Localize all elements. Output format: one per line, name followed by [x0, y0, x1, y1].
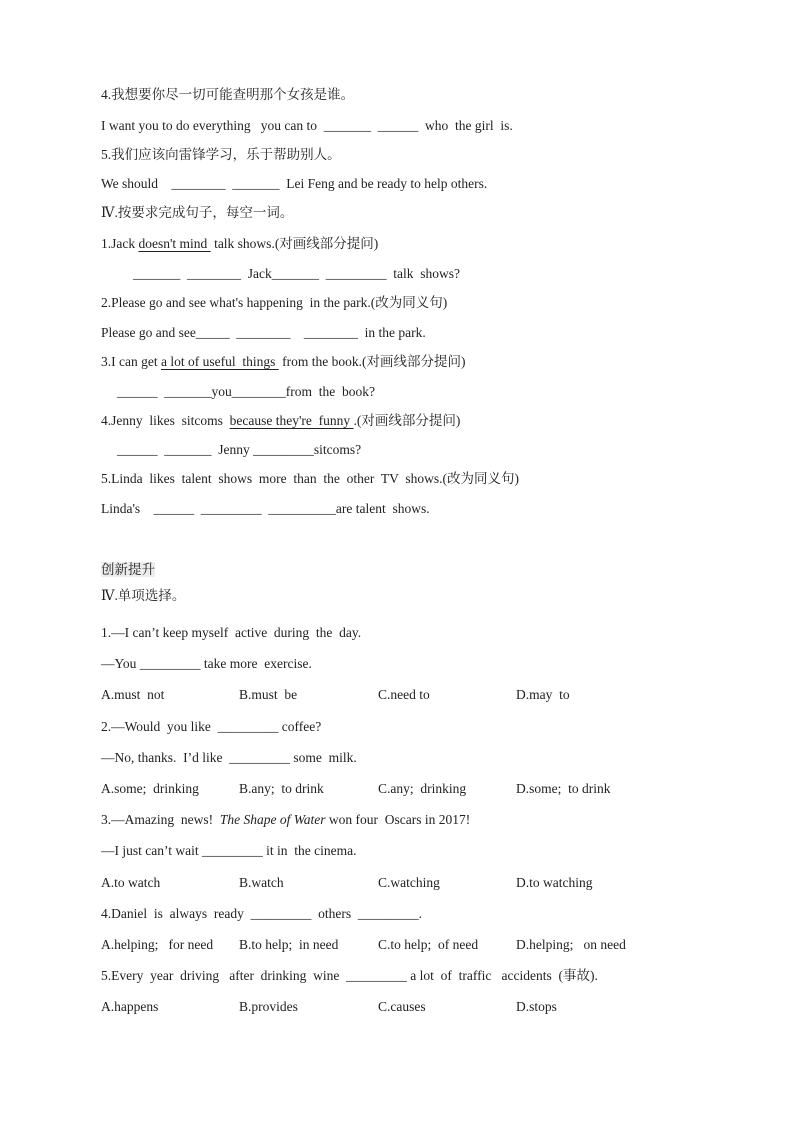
option-b: B.must be	[239, 687, 298, 702]
rewrite-answer-3: ______ _______you________from the book?	[117, 384, 375, 399]
question-4-chinese: 4.我想要你尽一切可能查明那个女孩是谁。	[101, 87, 355, 102]
question-text: .(对画线部分提问)	[353, 413, 461, 428]
section-title	[101, 561, 155, 579]
underlined-phrase: a lot of useful things	[160, 354, 279, 369]
question-5-chinese: 5.我们应该向雷锋学习，乐于帮助别人。	[101, 147, 341, 162]
option-d: D.some; to drink	[516, 781, 611, 796]
section-title-text: 创新提升	[101, 562, 155, 577]
choice-question-4: 4.Daniel is always ready _________ others _________.	[101, 906, 422, 921]
option-c: C.to help; of need	[378, 937, 479, 952]
choice-question-1-line-1: 1.—I can’t keep myself active during the day.	[101, 625, 362, 640]
question-text: won four Oscars in 2017!	[325, 812, 471, 827]
option-c: C.any; drinking	[378, 781, 467, 796]
question-4-english: I want you to do everything you can to _______ ______ who the girl is.	[101, 118, 513, 133]
option-a: A.happens	[101, 999, 159, 1014]
rewrite-answer-5: Linda's ______ _________ __________are talent shows.	[101, 501, 430, 516]
option-a: A.helping; for need	[101, 937, 214, 952]
question-5-english: We should ________ _______ Lei Feng and be ready to help others.	[101, 176, 488, 191]
section-heading-choice: Ⅳ.单项选择。	[101, 588, 186, 603]
option-d: D.stops	[516, 999, 557, 1014]
option-d: D.helping; on need	[516, 937, 626, 952]
underlined-phrase: because they're funny	[229, 413, 354, 428]
rewrite-question-4	[101, 412, 460, 430]
option-b: B.provides	[239, 999, 298, 1014]
choice-question-3-line-2: —I just can’t wait _________ it in the cinema.	[101, 843, 357, 858]
question-text: 3.I can get	[101, 354, 161, 369]
choice-question-2-line-2: —No, thanks. I’d like _________ some milk.	[101, 750, 357, 765]
rewrite-question-1	[101, 235, 378, 253]
rewrite-question-2: 2.Please go and see what's happening in the park.(改为同义句)	[101, 295, 448, 310]
rewrite-answer-2: Please go and see_____ ________ ________ in the park.	[101, 325, 426, 340]
question-text: 4.Jenny likes sitcoms	[101, 413, 230, 428]
choice-question-5: 5.Every year driving after drinking wine _________ a lot of traffic accidents (事故).	[101, 968, 598, 983]
option-b: B.any; to drink	[239, 781, 324, 796]
choice-question-3-line-1	[101, 811, 470, 829]
underlined-phrase: doesn't mind	[138, 236, 211, 251]
rewrite-answer-4: ______ _______ Jenny _________sitcoms?	[117, 442, 362, 457]
option-a: A.must not	[101, 687, 165, 702]
option-b: B.watch	[239, 875, 284, 890]
option-d: D.may to	[516, 687, 570, 702]
rewrite-question-5: 5.Linda likes talent shows more than the other TV shows.(改为同义句)	[101, 471, 519, 486]
section-heading-rewrite: Ⅳ.按要求完成句子，每空一词。	[101, 205, 294, 220]
option-c: C.need to	[378, 687, 430, 702]
option-b: B.to help; in need	[239, 937, 339, 952]
option-d: D.to watching	[516, 875, 593, 890]
choice-question-1-line-2: —You _________ take more exercise.	[101, 656, 312, 671]
question-text: 3.—Amazing news!	[101, 812, 220, 827]
rewrite-question-3	[101, 353, 465, 371]
question-text: talk shows.(对画线部分提问)	[210, 236, 379, 251]
option-c: C.watching	[378, 875, 440, 890]
option-c: C.causes	[378, 999, 426, 1014]
rewrite-answer-1: _______ ________ Jack_______ _________ talk shows?	[133, 266, 460, 281]
question-text: from the book.(对画线部分提问)	[278, 354, 466, 369]
film-title: The Shape of Water	[219, 812, 326, 827]
question-text: 1.Jack	[101, 236, 139, 251]
option-a: A.some; drinking	[101, 781, 199, 796]
option-a: A.to watch	[101, 875, 161, 890]
choice-question-2-line-1: 2.—Would you like _________ coffee?	[101, 719, 322, 734]
